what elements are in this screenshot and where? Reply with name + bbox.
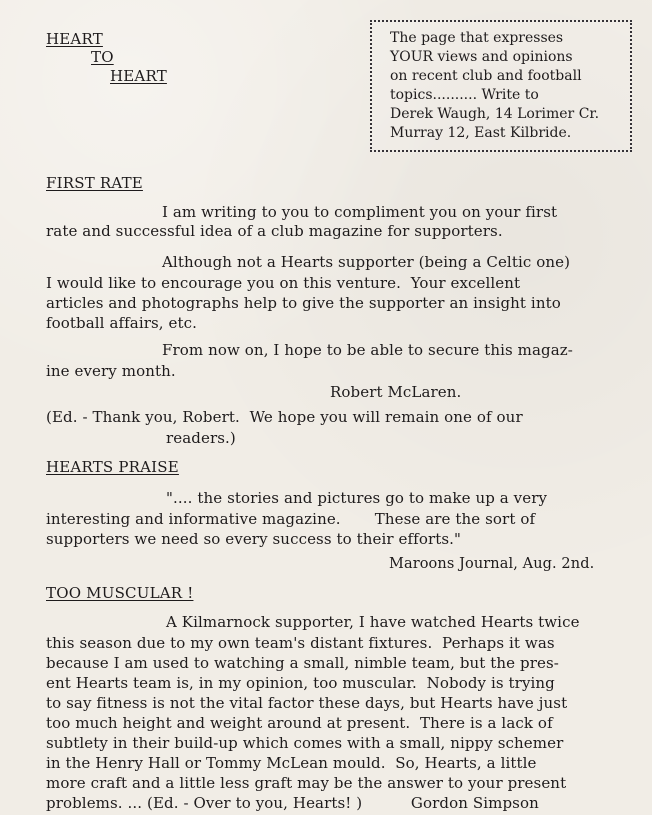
page-title xyxy=(46,22,216,92)
hearts-praise-line-2: interesting and informative magazine. These are the sort of xyxy=(46,510,536,528)
title-heart: HEART xyxy=(46,30,103,48)
too-muscular-line-8: in the Henry Hall or Tommy McLean mould. So, Hearts, a little xyxy=(46,754,537,772)
title-heart-2: HEART xyxy=(110,67,167,85)
too-muscular-line-5: to say fitness is not the vital factor these days, but Hearts have just xyxy=(46,694,568,712)
first-rate-line-4: I would like to encourage you on this venture. Your excellent xyxy=(46,274,521,292)
hearts-praise-line-3: supporters we need so every success to their efforts." xyxy=(46,530,462,548)
too-muscular-line-10: problems. ... (Ed. - Over to you, Hearts! ) Gordon Simpson xyxy=(46,794,539,812)
first-rate-line-1: I am writing to you to compliment you on your first xyxy=(162,203,558,221)
callout-line-2: YOUR views and opinions xyxy=(390,49,573,65)
too-muscular-line-7: subtlety in their build-up which comes with a small, nippy schemer xyxy=(46,734,564,752)
hearts-praise-source: Maroons Journal, Aug. 2nd. xyxy=(389,556,595,572)
callout-line-4: topics.......... Write to xyxy=(390,87,539,103)
section-hearts-praise-heading: HEARTS PRAISE xyxy=(46,458,179,476)
callout-line-3: on recent club and football xyxy=(390,68,582,84)
too-muscular-line-2: this season due to my own team's distant fixtures. Perhaps it was xyxy=(46,634,555,652)
first-rate-line-5: articles and photographs help to give the supporter an insight into xyxy=(46,294,561,312)
first-rate-line-2: rate and successful idea of a club magazine for supporters. xyxy=(46,222,503,240)
too-muscular-line-9: more craft and a little less graft may be the answer to your present xyxy=(46,774,567,792)
callout-line-6: Murray 12, East Kilbride. xyxy=(390,125,572,141)
section-first-rate-heading: FIRST RATE xyxy=(46,174,143,192)
hearts-praise-line-1: ".... the stories and pictures go to make up a very xyxy=(166,489,548,507)
section-too-muscular-heading: TOO MUSCULAR ! xyxy=(46,584,194,602)
first-rate-signature: Robert McLaren. xyxy=(330,383,462,401)
first-rate-line-3: Although not a Hearts supporter (being a Celtic one) xyxy=(162,253,571,271)
first-rate-line-6: football affairs, etc. xyxy=(46,314,198,332)
intro-callout xyxy=(370,20,632,152)
first-rate-line-8: ine every month. xyxy=(46,362,176,380)
title-to: TO xyxy=(91,48,114,66)
first-rate-line-7: From now on, I hope to be able to secure this magaz- xyxy=(162,341,573,359)
first-rate-editor-note-line-1: (Ed. - Thank you, Robert. We hope you will remain one of our xyxy=(46,408,523,426)
too-muscular-line-1: A Kilmarnock supporter, I have watched Hearts twice xyxy=(166,613,580,631)
too-muscular-line-6: too much height and weight around at present. There is a lack of xyxy=(46,714,553,732)
callout-line-1: The page that expresses xyxy=(390,30,564,46)
too-muscular-line-4: ent Hearts team is, in my opinion, too muscular. Nobody is trying xyxy=(46,674,555,692)
too-muscular-line-3: because I am used to watching a small, nimble team, but the pres- xyxy=(46,654,559,672)
first-rate-editor-note-line-2: readers.) xyxy=(166,429,236,447)
callout-line-5: Derek Waugh, 14 Lorimer Cr. xyxy=(390,106,600,122)
